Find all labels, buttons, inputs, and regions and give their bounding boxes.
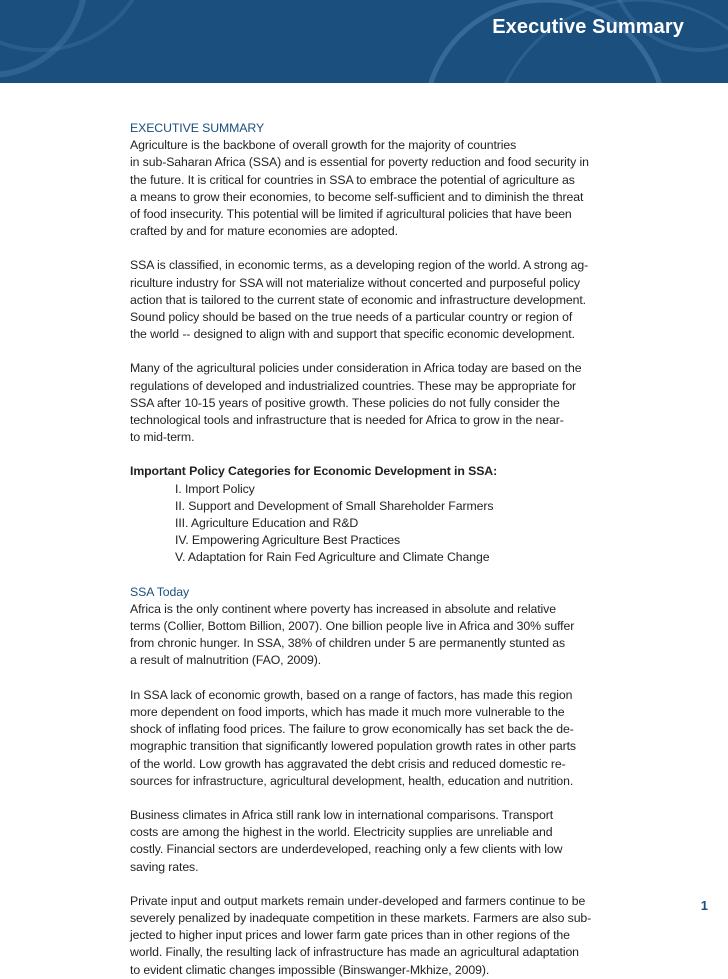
paragraph: In SSA lack of economic growth, based on a range of factors, has made this region more dependent on food imports, which has made it much more vulnerable to the shock of inflating food prices. The failure to grow economically has set back the de- mographic transition that significantly lowered population growth rates in other parts of the world. Low growth has aggravated the debt crisis and reduced domestic re- sources for infrastructure, agricultural development, health, education and nutrition. xyxy=(130,687,576,788)
list-item: IV. Empowering Agriculture Best Practices xyxy=(175,533,401,548)
document-body xyxy=(130,120,610,979)
policy-list xyxy=(130,481,610,567)
list-item: I. Import Policy xyxy=(175,481,255,496)
section-heading: SSA Today xyxy=(130,584,190,599)
list-item: III. Agriculture Education and R&D xyxy=(175,516,359,531)
list-item: V. Adaptation for Rain Fed Agriculture and Climate Change xyxy=(175,550,490,565)
section-heading: EXECUTIVE SUMMARY xyxy=(130,121,265,135)
page-number: 1 xyxy=(700,898,708,913)
policy-heading: Important Policy Categories for Economic Development in SSA: xyxy=(130,464,498,479)
page-title: Executive Summary xyxy=(492,16,684,38)
paragraph: Agriculture is the backbone of overall growth for the majority of countries in sub-Saharan Africa (SSA) and is essential for poverty reduction and food security in the future. It is critical for countries in SSA to embrace the potential of agriculture as a means to grow their economies, to become self-sufficient and to diminish the threat of food insecurity. This potential will be limited if agricultural policies that have been crafted by and for mature economies are adopted. xyxy=(130,138,589,239)
paragraph: Many of the agricultural policies under consideration in Africa today are based on the regulations of developed and industrialized countries. These may be appropriate for SSA after 10-15 years of positive growth. These policies do not fully consider the technological tools and infrastructure that is needed for Africa to grow in the near- to mid-term. xyxy=(130,361,582,445)
paragraph: Africa is the only continent where poverty has increased in absolute and relative terms (Collier, Bottom Billion, 2007). One billion people live in Africa and 30% suffer from chronic hunger. In SSA, 38% of children under 5 are permanently stunted as a result of malnutrition (FAO, 2009). xyxy=(130,601,575,668)
decorative-circles-graphic xyxy=(0,0,728,83)
paragraph: Private input and output markets remain under-developed and farmers continue to be severely penalized by inadequate competition in these markets. Farmers are also sub- jected to higher input prices and lower farm gate prices than in other regions of the world. Finally, the resulting lack of infrastructure has made an agricultural adaptation to evident climatic changes impossible (Binswanger-Mkhize, 2009). xyxy=(130,893,592,977)
header-band xyxy=(0,0,728,83)
paragraph: Business climates in Africa still rank low in international comparisons. Transport costs are among the highest in the world. Electricity supplies are unreliable and costly. Financial sectors are underdeveloped, reaching only a few clients with low saving rates. xyxy=(130,807,563,874)
list-item: II. Support and Development of Small Shareholder Farmers xyxy=(175,498,494,513)
paragraph: SSA is classified, in economic terms, as a developing region of the world. A strong ag- riculture industry for SSA will not materialize without concerted and purposeful policy action that is tailored to the current state of economic and infrastructure development. Sound policy should be based on the true needs of a particular country or region of the world -- designed to align with and support that specific economic development. xyxy=(130,258,589,342)
